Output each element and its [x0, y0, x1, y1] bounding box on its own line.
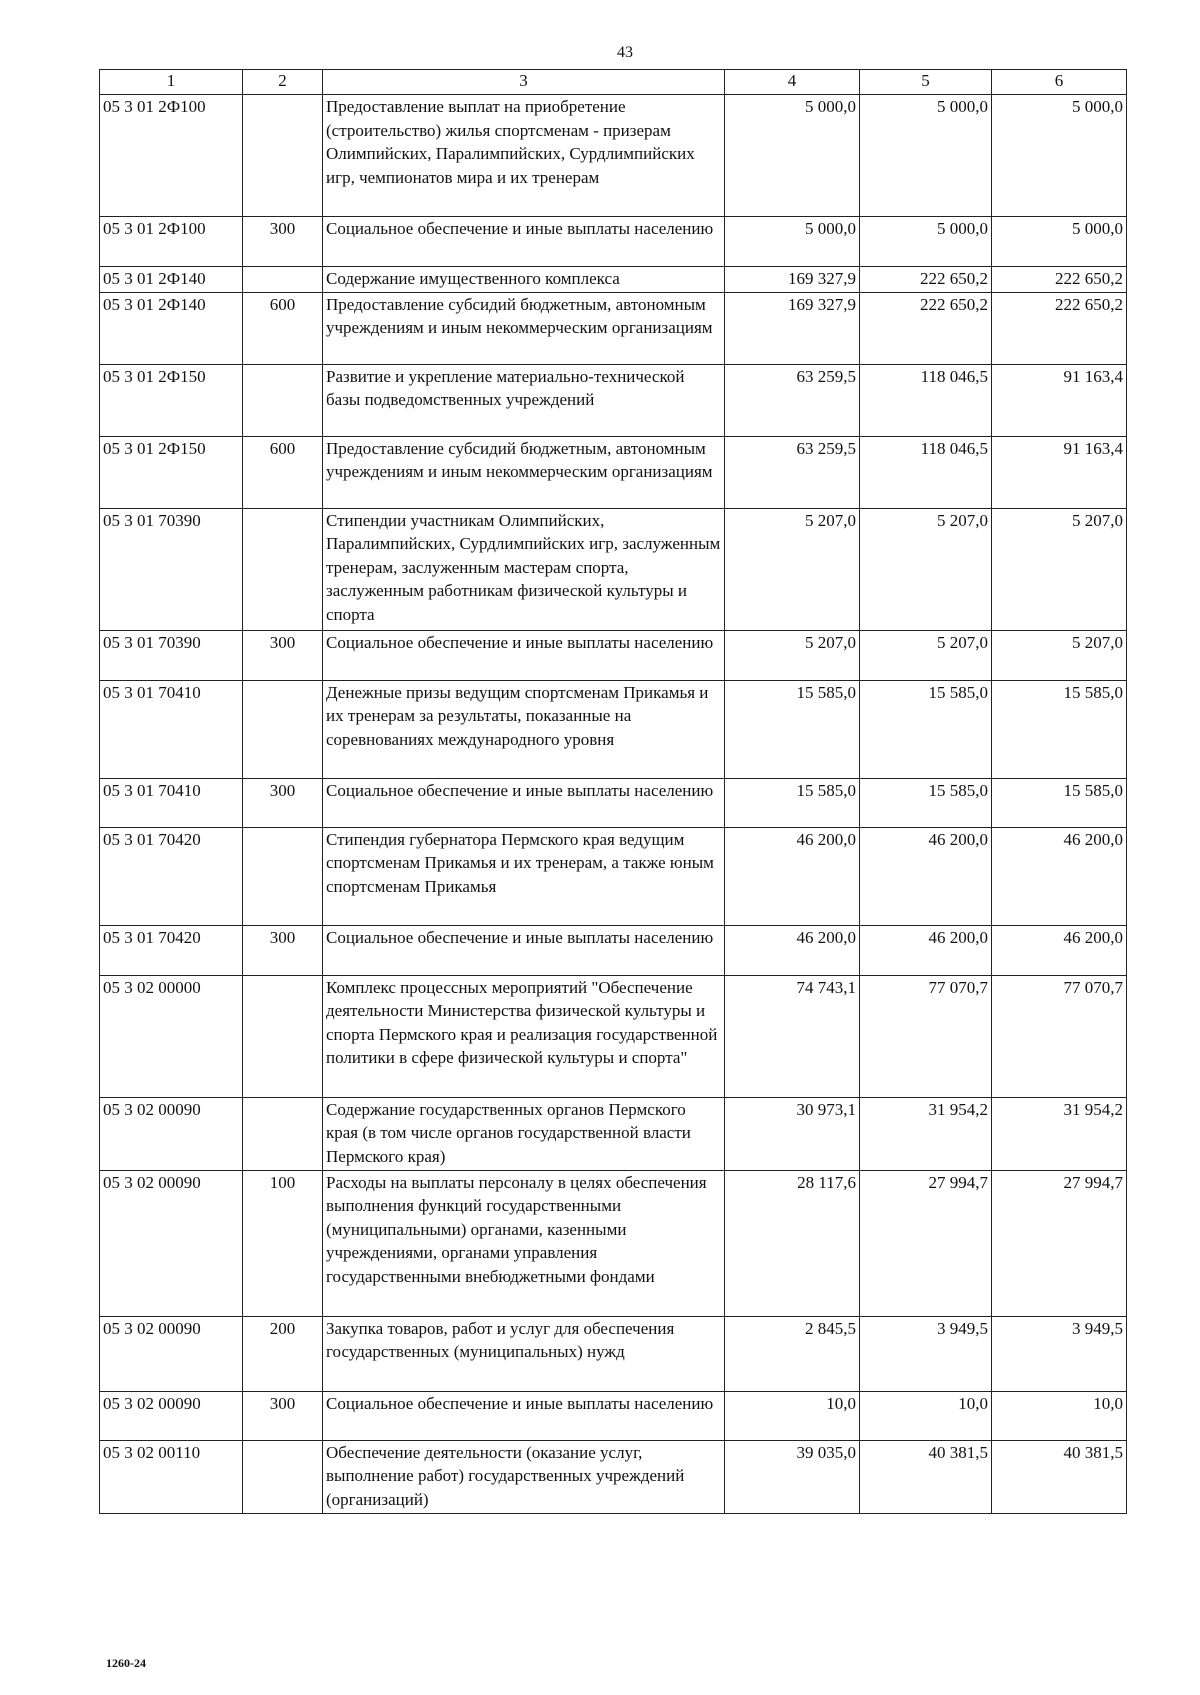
- amount-column-5: 46 200,0: [860, 827, 992, 925]
- amount-column-5: 222 650,2: [860, 267, 992, 293]
- expense-type-code: [243, 975, 323, 1097]
- table-row: [100, 778, 1127, 827]
- amount-column-5: 5 000,0: [860, 95, 992, 217]
- budget-classification-code: 05 3 01 70420: [100, 827, 243, 925]
- budget-classification-code: 05 3 01 70420: [100, 925, 243, 975]
- expense-type-code: [243, 827, 323, 925]
- amount-column-4: 74 743,1: [725, 975, 860, 1097]
- expense-name: Социальное обеспечение и иные выплаты населению: [323, 217, 725, 267]
- table-row: [100, 680, 1127, 778]
- amount-column-6: 15 585,0: [992, 778, 1127, 827]
- table-body: [100, 95, 1127, 1514]
- expense-type-code: 300: [243, 630, 323, 680]
- amount-column-4: 169 327,9: [725, 292, 860, 364]
- table-row: [100, 827, 1127, 925]
- amount-column-6: 10,0: [992, 1391, 1127, 1440]
- budget-classification-code: 05 3 01 2Ф140: [100, 267, 243, 293]
- header-row: [100, 70, 1127, 95]
- expense-type-code: [243, 680, 323, 778]
- amount-column-6: 15 585,0: [992, 680, 1127, 778]
- budget-classification-code: 05 3 02 00000: [100, 975, 243, 1097]
- amount-column-4: 5 000,0: [725, 217, 860, 267]
- amount-column-4: 15 585,0: [725, 680, 860, 778]
- table-row: [100, 1440, 1127, 1513]
- amount-column-5: 77 070,7: [860, 975, 992, 1097]
- amount-column-6: 27 994,7: [992, 1170, 1127, 1316]
- budget-classification-code: 05 3 01 2Ф100: [100, 217, 243, 267]
- amount-column-5: 5 207,0: [860, 508, 992, 630]
- amount-column-5: 118 046,5: [860, 436, 992, 508]
- expense-type-code: 300: [243, 1391, 323, 1440]
- expense-name: Социальное обеспечение и иные выплаты населению: [323, 630, 725, 680]
- amount-column-5: 10,0: [860, 1391, 992, 1440]
- expense-name: Обеспечение деятельности (оказание услуг, выполнение работ) государственных учреждений (организаций): [323, 1440, 725, 1513]
- table-row: [100, 267, 1127, 293]
- table-row: [100, 292, 1127, 364]
- expense-name: Содержание имущественного комплекса: [323, 267, 725, 293]
- amount-column-5: 27 994,7: [860, 1170, 992, 1316]
- amount-column-4: 46 200,0: [725, 827, 860, 925]
- expense-type-code: [243, 508, 323, 630]
- table-row: [100, 1316, 1127, 1391]
- amount-column-6: 222 650,2: [992, 292, 1127, 364]
- table-row: [100, 436, 1127, 508]
- amount-column-4: 169 327,9: [725, 267, 860, 293]
- budget-classification-code: 05 3 01 70390: [100, 508, 243, 630]
- amount-column-6: 5 207,0: [992, 508, 1127, 630]
- amount-column-5: 40 381,5: [860, 1440, 992, 1513]
- amount-column-4: 15 585,0: [725, 778, 860, 827]
- expense-name: Предоставление субсидий бюджетным, автономным учреждениям и иным некоммерческим организациям: [323, 436, 725, 508]
- table-row: [100, 95, 1127, 217]
- expense-type-code: [243, 1097, 323, 1170]
- amount-column-6: 5 000,0: [992, 95, 1127, 217]
- expense-type-code: 600: [243, 292, 323, 364]
- amount-column-4: 30 973,1: [725, 1097, 860, 1170]
- budget-classification-code: 05 3 01 2Ф100: [100, 95, 243, 217]
- amount-column-4: 2 845,5: [725, 1316, 860, 1391]
- amount-column-5: 222 650,2: [860, 292, 992, 364]
- amount-column-4: 28 117,6: [725, 1170, 860, 1316]
- expense-name: Развитие и укрепление материально-технической базы подведомственных учреждений: [323, 364, 725, 436]
- amount-column-4: 5 207,0: [725, 508, 860, 630]
- expense-name: Предоставление субсидий бюджетным, автономным учреждениям и иным некоммерческим организациям: [323, 292, 725, 364]
- amount-column-6: 46 200,0: [992, 925, 1127, 975]
- table-row: [100, 925, 1127, 975]
- budget-classification-code: 05 3 01 70390: [100, 630, 243, 680]
- table-row: [100, 508, 1127, 630]
- column-header-4: 4: [725, 70, 860, 95]
- amount-column-6: 46 200,0: [992, 827, 1127, 925]
- budget-classification-code: 05 3 02 00090: [100, 1391, 243, 1440]
- amount-column-5: 15 585,0: [860, 778, 992, 827]
- expense-type-code: 300: [243, 778, 323, 827]
- expense-name: Стипендии участникам Олимпийских, Паралимпийских, Сурдлимпийских игр, заслуженным тренерам, заслуженным мастерам спорта, заслуженным работникам физической культуры и спорта: [323, 508, 725, 630]
- budget-classification-code: 05 3 01 70410: [100, 680, 243, 778]
- expense-type-code: [243, 95, 323, 217]
- expense-type-code: 300: [243, 217, 323, 267]
- budget-classification-code: 05 3 01 2Ф150: [100, 364, 243, 436]
- amount-column-6: 77 070,7: [992, 975, 1127, 1097]
- amount-column-5: 3 949,5: [860, 1316, 992, 1391]
- budget-classification-code: 05 3 02 00090: [100, 1097, 243, 1170]
- amount-column-4: 46 200,0: [725, 925, 860, 975]
- amount-column-6: 91 163,4: [992, 436, 1127, 508]
- amount-column-5: 5 000,0: [860, 217, 992, 267]
- amount-column-5: 5 207,0: [860, 630, 992, 680]
- amount-column-5: 46 200,0: [860, 925, 992, 975]
- column-header-6: 6: [992, 70, 1127, 95]
- amount-column-6: 5 000,0: [992, 217, 1127, 267]
- budget-classification-code: 05 3 02 00110: [100, 1440, 243, 1513]
- budget-classification-code: 05 3 02 00090: [100, 1316, 243, 1391]
- expense-name: Социальное обеспечение и иные выплаты населению: [323, 778, 725, 827]
- expense-type-code: [243, 364, 323, 436]
- table-row: [100, 975, 1127, 1097]
- expense-name: Содержание государственных органов Пермского края (в том числе органов государственной власти Пермского края): [323, 1097, 725, 1170]
- budget-classification-code: 05 3 01 70410: [100, 778, 243, 827]
- expense-type-code: 100: [243, 1170, 323, 1316]
- amount-column-6: 40 381,5: [992, 1440, 1127, 1513]
- amount-column-5: 15 585,0: [860, 680, 992, 778]
- amount-column-4: 63 259,5: [725, 364, 860, 436]
- amount-column-4: 63 259,5: [725, 436, 860, 508]
- amount-column-4: 10,0: [725, 1391, 860, 1440]
- table-row: [100, 1097, 1127, 1170]
- amount-column-4: 39 035,0: [725, 1440, 860, 1513]
- expense-name: Стипендия губернатора Пермского края ведущим спортсменам Прикамья и их тренерам, а также юным спортсменам Прикамья: [323, 827, 725, 925]
- budget-classification-code: 05 3 01 2Ф150: [100, 436, 243, 508]
- amount-column-6: 5 207,0: [992, 630, 1127, 680]
- expense-name: Предоставление выплат на приобретение (строительство) жилья спортсменам - призерам Олимпийских, Паралимпийских, Сурдлимпийских игр, чемпионатов мира и их тренерам: [323, 95, 725, 217]
- expense-name: Закупка товаров, работ и услуг для обеспечения государственных (муниципальных) нужд: [323, 1316, 725, 1391]
- table-row: [100, 364, 1127, 436]
- table-row: [100, 1170, 1127, 1316]
- expense-name: Социальное обеспечение и иные выплаты населению: [323, 1391, 725, 1440]
- amount-column-5: 31 954,2: [860, 1097, 992, 1170]
- amount-column-6: 3 949,5: [992, 1316, 1127, 1391]
- column-header-3: 3: [323, 70, 725, 95]
- expense-name: Социальное обеспечение и иные выплаты населению: [323, 925, 725, 975]
- document-code: 1260-24: [106, 1656, 146, 1670]
- column-header-1: 1: [100, 70, 243, 95]
- expense-name: Расходы на выплаты персоналу в целях обеспечения выполнения функций государственными (муниципальными) органами, казенными учреждениями, органами управления государственными внебюджетными фондами: [323, 1170, 725, 1316]
- expense-type-code: [243, 1440, 323, 1513]
- table-row: [100, 217, 1127, 267]
- column-header-5: 5: [860, 70, 992, 95]
- column-header-2: 2: [243, 70, 323, 95]
- amount-column-4: 5 000,0: [725, 95, 860, 217]
- budget-classification-code: 05 3 02 00090: [100, 1170, 243, 1316]
- amount-column-6: 31 954,2: [992, 1097, 1127, 1170]
- expense-name: Комплекс процессных мероприятий "Обеспечение деятельности Министерства физической культуры и спорта Пермского края и реализация государственной политики в сфере физической культуры и спорта": [323, 975, 725, 1097]
- amount-column-6: 222 650,2: [992, 267, 1127, 293]
- expense-type-code: 300: [243, 925, 323, 975]
- expense-name: Денежные призы ведущим спортсменам Прикамья и их тренерам за результаты, показанные на соревнованиях международного уровня: [323, 680, 725, 778]
- amount-column-6: 91 163,4: [992, 364, 1127, 436]
- page-number: 43: [617, 44, 633, 61]
- amount-column-5: 118 046,5: [860, 364, 992, 436]
- table-row: [100, 630, 1127, 680]
- amount-column-4: 5 207,0: [725, 630, 860, 680]
- table-row: [100, 1391, 1127, 1440]
- budget-table: [99, 69, 1127, 1514]
- budget-classification-code: 05 3 01 2Ф140: [100, 292, 243, 364]
- expense-type-code: 200: [243, 1316, 323, 1391]
- expense-type-code: 600: [243, 436, 323, 508]
- expense-type-code: [243, 267, 323, 293]
